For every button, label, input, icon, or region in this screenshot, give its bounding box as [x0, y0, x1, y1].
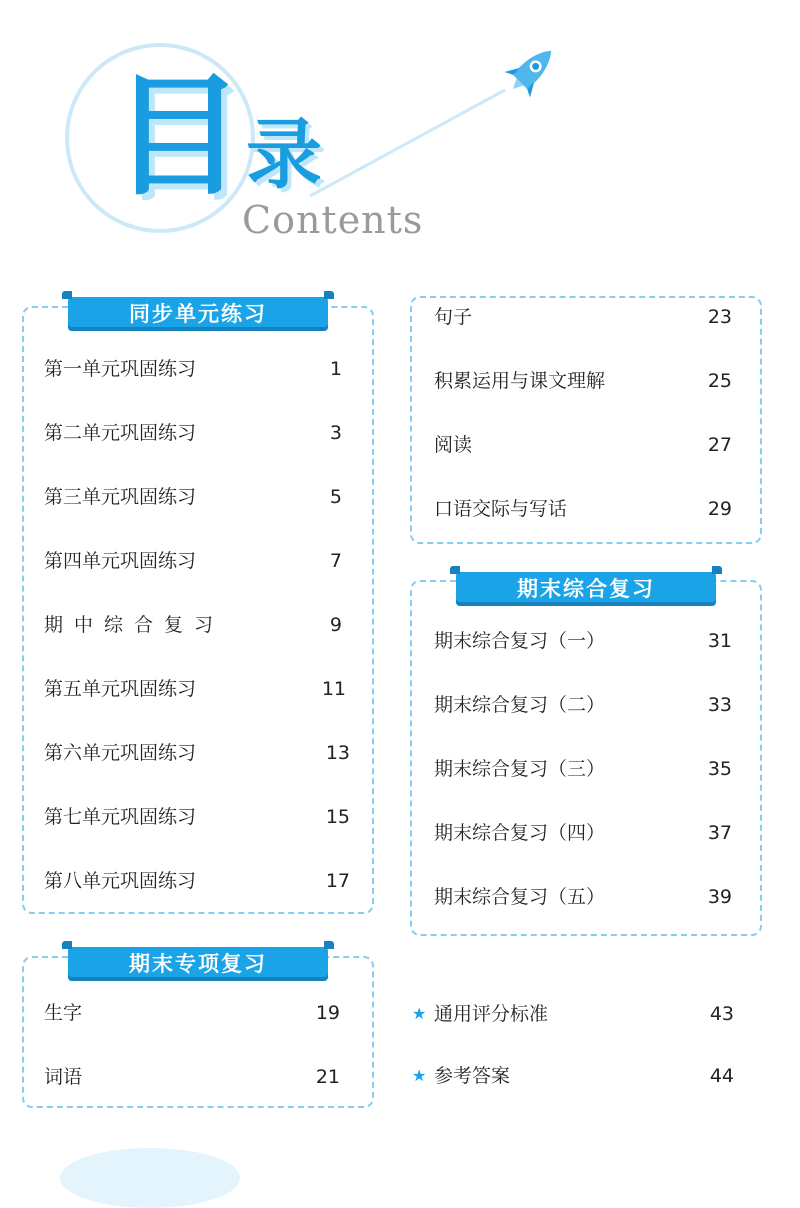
- toc-label: 第一单元巩固练习: [44, 358, 197, 380]
- toc-label: 参考答案: [434, 1065, 511, 1087]
- toc-row[interactable]: [44, 674, 346, 704]
- toc-row[interactable]: [44, 738, 350, 768]
- star-icon: ★: [412, 1066, 427, 1085]
- toc-row[interactable]: [44, 418, 342, 448]
- toc-label: 第五单元巩固练习: [44, 678, 197, 700]
- toc-label: 期末综合复习（二）: [434, 694, 606, 716]
- toc-row[interactable]: [434, 366, 732, 396]
- toc-row[interactable]: [44, 610, 342, 640]
- toc-label: 第四单元巩固练习: [44, 550, 197, 572]
- toc-page-number: 17: [325, 870, 350, 892]
- toc-page-number: 19: [315, 1002, 340, 1024]
- toc-page-number: 35: [707, 758, 732, 780]
- toc-page-number: 43: [709, 1003, 734, 1025]
- toc-page-number: 21: [315, 1066, 340, 1088]
- toc-row[interactable]: [44, 866, 350, 896]
- toc-label: 生字: [44, 1002, 83, 1024]
- star-icon: ★: [412, 1004, 427, 1023]
- toc-page-number: 37: [707, 822, 732, 844]
- toc-row[interactable]: [434, 754, 732, 784]
- toc-label: 积累运用与课文理解: [434, 370, 606, 392]
- toc-row[interactable]: [44, 546, 342, 576]
- toc-label: 期末综合复习（三）: [434, 758, 606, 780]
- toc-label: 期末综合复习（四）: [434, 822, 606, 844]
- toc-page-number: 13: [325, 742, 350, 764]
- toc-page-number: 44: [709, 1065, 734, 1087]
- toc-page-number: 27: [707, 434, 732, 456]
- toc-label: 期末综合复习（五）: [434, 886, 606, 908]
- toc-page-number: 33: [707, 694, 732, 716]
- toc-label: 第二单元巩固练习: [44, 422, 197, 444]
- toc-page-number: 11: [321, 678, 346, 700]
- toc-row[interactable]: [434, 882, 732, 912]
- toc-page-number: 1: [329, 358, 342, 380]
- title-main: 目: [112, 60, 244, 214]
- final-section-title: 期末综合复习: [456, 572, 716, 606]
- toc-row[interactable]: [44, 1062, 340, 1092]
- toc-label: 阅读: [434, 434, 473, 456]
- special-section-title: 期末专项复习: [68, 947, 328, 981]
- toc-label: 期中综合复习: [44, 614, 225, 636]
- rocket-icon: [500, 38, 564, 102]
- toc-page-number: 7: [329, 550, 342, 572]
- toc-row[interactable]: [412, 999, 734, 1029]
- toc-page-number: 23: [707, 306, 732, 328]
- toc-page-number: 39: [707, 886, 732, 908]
- toc-row[interactable]: [44, 802, 350, 832]
- title-sub: 录: [246, 110, 322, 199]
- toc-row[interactable]: [434, 818, 732, 848]
- toc-row[interactable]: [434, 690, 732, 720]
- toc-page-number: 9: [329, 614, 342, 636]
- toc-row[interactable]: [434, 430, 732, 460]
- toc-label: 第三单元巩固练习: [44, 486, 197, 508]
- sync-section-title: 同步单元练习: [68, 297, 328, 331]
- toc-row[interactable]: [44, 354, 342, 384]
- contents-subtitle: Contents: [242, 198, 424, 242]
- toc-row[interactable]: [434, 626, 732, 656]
- toc-page-number: 5: [329, 486, 342, 508]
- rocket-trail: [310, 90, 505, 196]
- toc-row[interactable]: [434, 494, 732, 524]
- toc-page-number: 25: [707, 370, 732, 392]
- toc-label: 通用评分标准: [434, 1003, 549, 1025]
- toc-label: 期末综合复习（一）: [434, 630, 606, 652]
- toc-row[interactable]: [44, 482, 342, 512]
- toc-label: 词语: [44, 1066, 83, 1088]
- toc-page-number: 29: [707, 498, 732, 520]
- toc-label: 第六单元巩固练习: [44, 742, 197, 764]
- toc-row[interactable]: [44, 998, 340, 1028]
- toc-label: 口语交际与写话: [434, 498, 568, 520]
- toc-row[interactable]: [434, 302, 732, 332]
- toc-label: 第七单元巩固练习: [44, 806, 197, 828]
- toc-label: 第八单元巩固练习: [44, 870, 197, 892]
- toc-page-number: 3: [329, 422, 342, 444]
- toc-label: 句子: [434, 306, 473, 328]
- toc-page-number: 31: [707, 630, 732, 652]
- bottom-decoration: [60, 1148, 240, 1208]
- toc-page-number: 15: [325, 806, 350, 828]
- toc-row[interactable]: [412, 1061, 734, 1091]
